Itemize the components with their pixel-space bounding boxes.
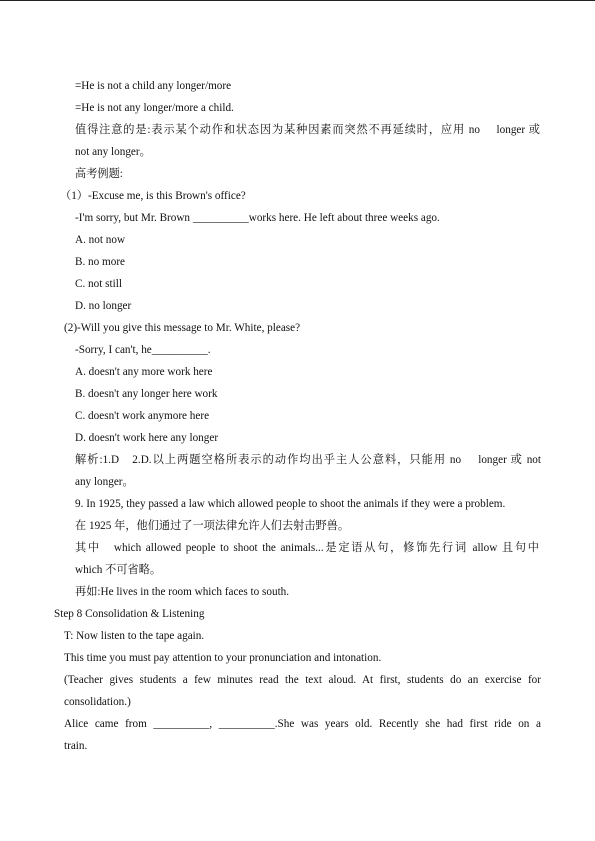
- option-a: A. doesn't any more work here: [75, 366, 213, 378]
- text-line: any longer。: [75, 476, 134, 488]
- option-c: C. doesn't work anymore here: [75, 410, 210, 422]
- text-line: -Sorry, I can't, he__________.: [75, 344, 211, 356]
- section-heading: 高考例题:: [75, 168, 123, 180]
- text-line: This time you must pay attention to your pronunciation and intonation.: [64, 652, 382, 664]
- text-line: -I'm sorry, but Mr. Brown __________works here. He left about three weeks ago.: [75, 212, 440, 224]
- text-line: train.: [64, 740, 88, 752]
- option-b: B. no more: [75, 256, 126, 268]
- step-heading: Step 8 Consolidation & Listening: [54, 608, 205, 620]
- text-line: 在 1925 年，他们通过了一项法律允许人们去射击野兽。: [75, 520, 350, 532]
- answer-explanation: 解析:1.D 2.D.以上两题空格所表示的动作均出乎主人公意料，只能用 no longer 或 not: [75, 454, 541, 466]
- option-d: D. no longer: [75, 300, 132, 312]
- option-a: A. not now: [75, 234, 126, 246]
- text-line: =He is not a child any longer/more: [75, 80, 232, 92]
- text-line: =He is not any longer/more a child.: [75, 102, 234, 114]
- text-line: consolidation.): [64, 696, 131, 708]
- text-line: 值得注意的是:表示某个动作和状态因为某种因素而突然不再延续时，应用 no longer 或: [75, 124, 540, 136]
- text-line: 再如:He lives in the room which faces to south.: [75, 586, 290, 598]
- page-top-rule: [0, 0, 595, 1]
- option-b: B. doesn't any longer here work: [75, 388, 218, 400]
- text-line: not any longer。: [75, 146, 151, 158]
- text-line: T: Now listen to the tape again.: [64, 630, 205, 642]
- text-line: which 不可省略。: [75, 564, 162, 576]
- option-d: D. doesn't work here any longer: [75, 432, 219, 444]
- text-line: 其中 which allowed people to shoot the animals...是定语从句，修饰先行词 allow 且句中: [75, 542, 539, 554]
- text-line: Alice came from __________, __________.She was years old. Recently she had first ride on a: [64, 718, 541, 730]
- option-c: C. not still: [75, 278, 122, 290]
- question-2: (2)-Will you give this message to Mr. White, please?: [64, 322, 301, 334]
- text-line: 9. In 1925, they passed a law which allowed people to shoot the animals if they were a problem.: [75, 498, 506, 510]
- text-line: (Teacher gives students a few minutes read the text aloud. At first, students do an exercise for: [64, 674, 541, 686]
- question-1: （1）-Excuse me, is this Brown's office?: [60, 190, 246, 202]
